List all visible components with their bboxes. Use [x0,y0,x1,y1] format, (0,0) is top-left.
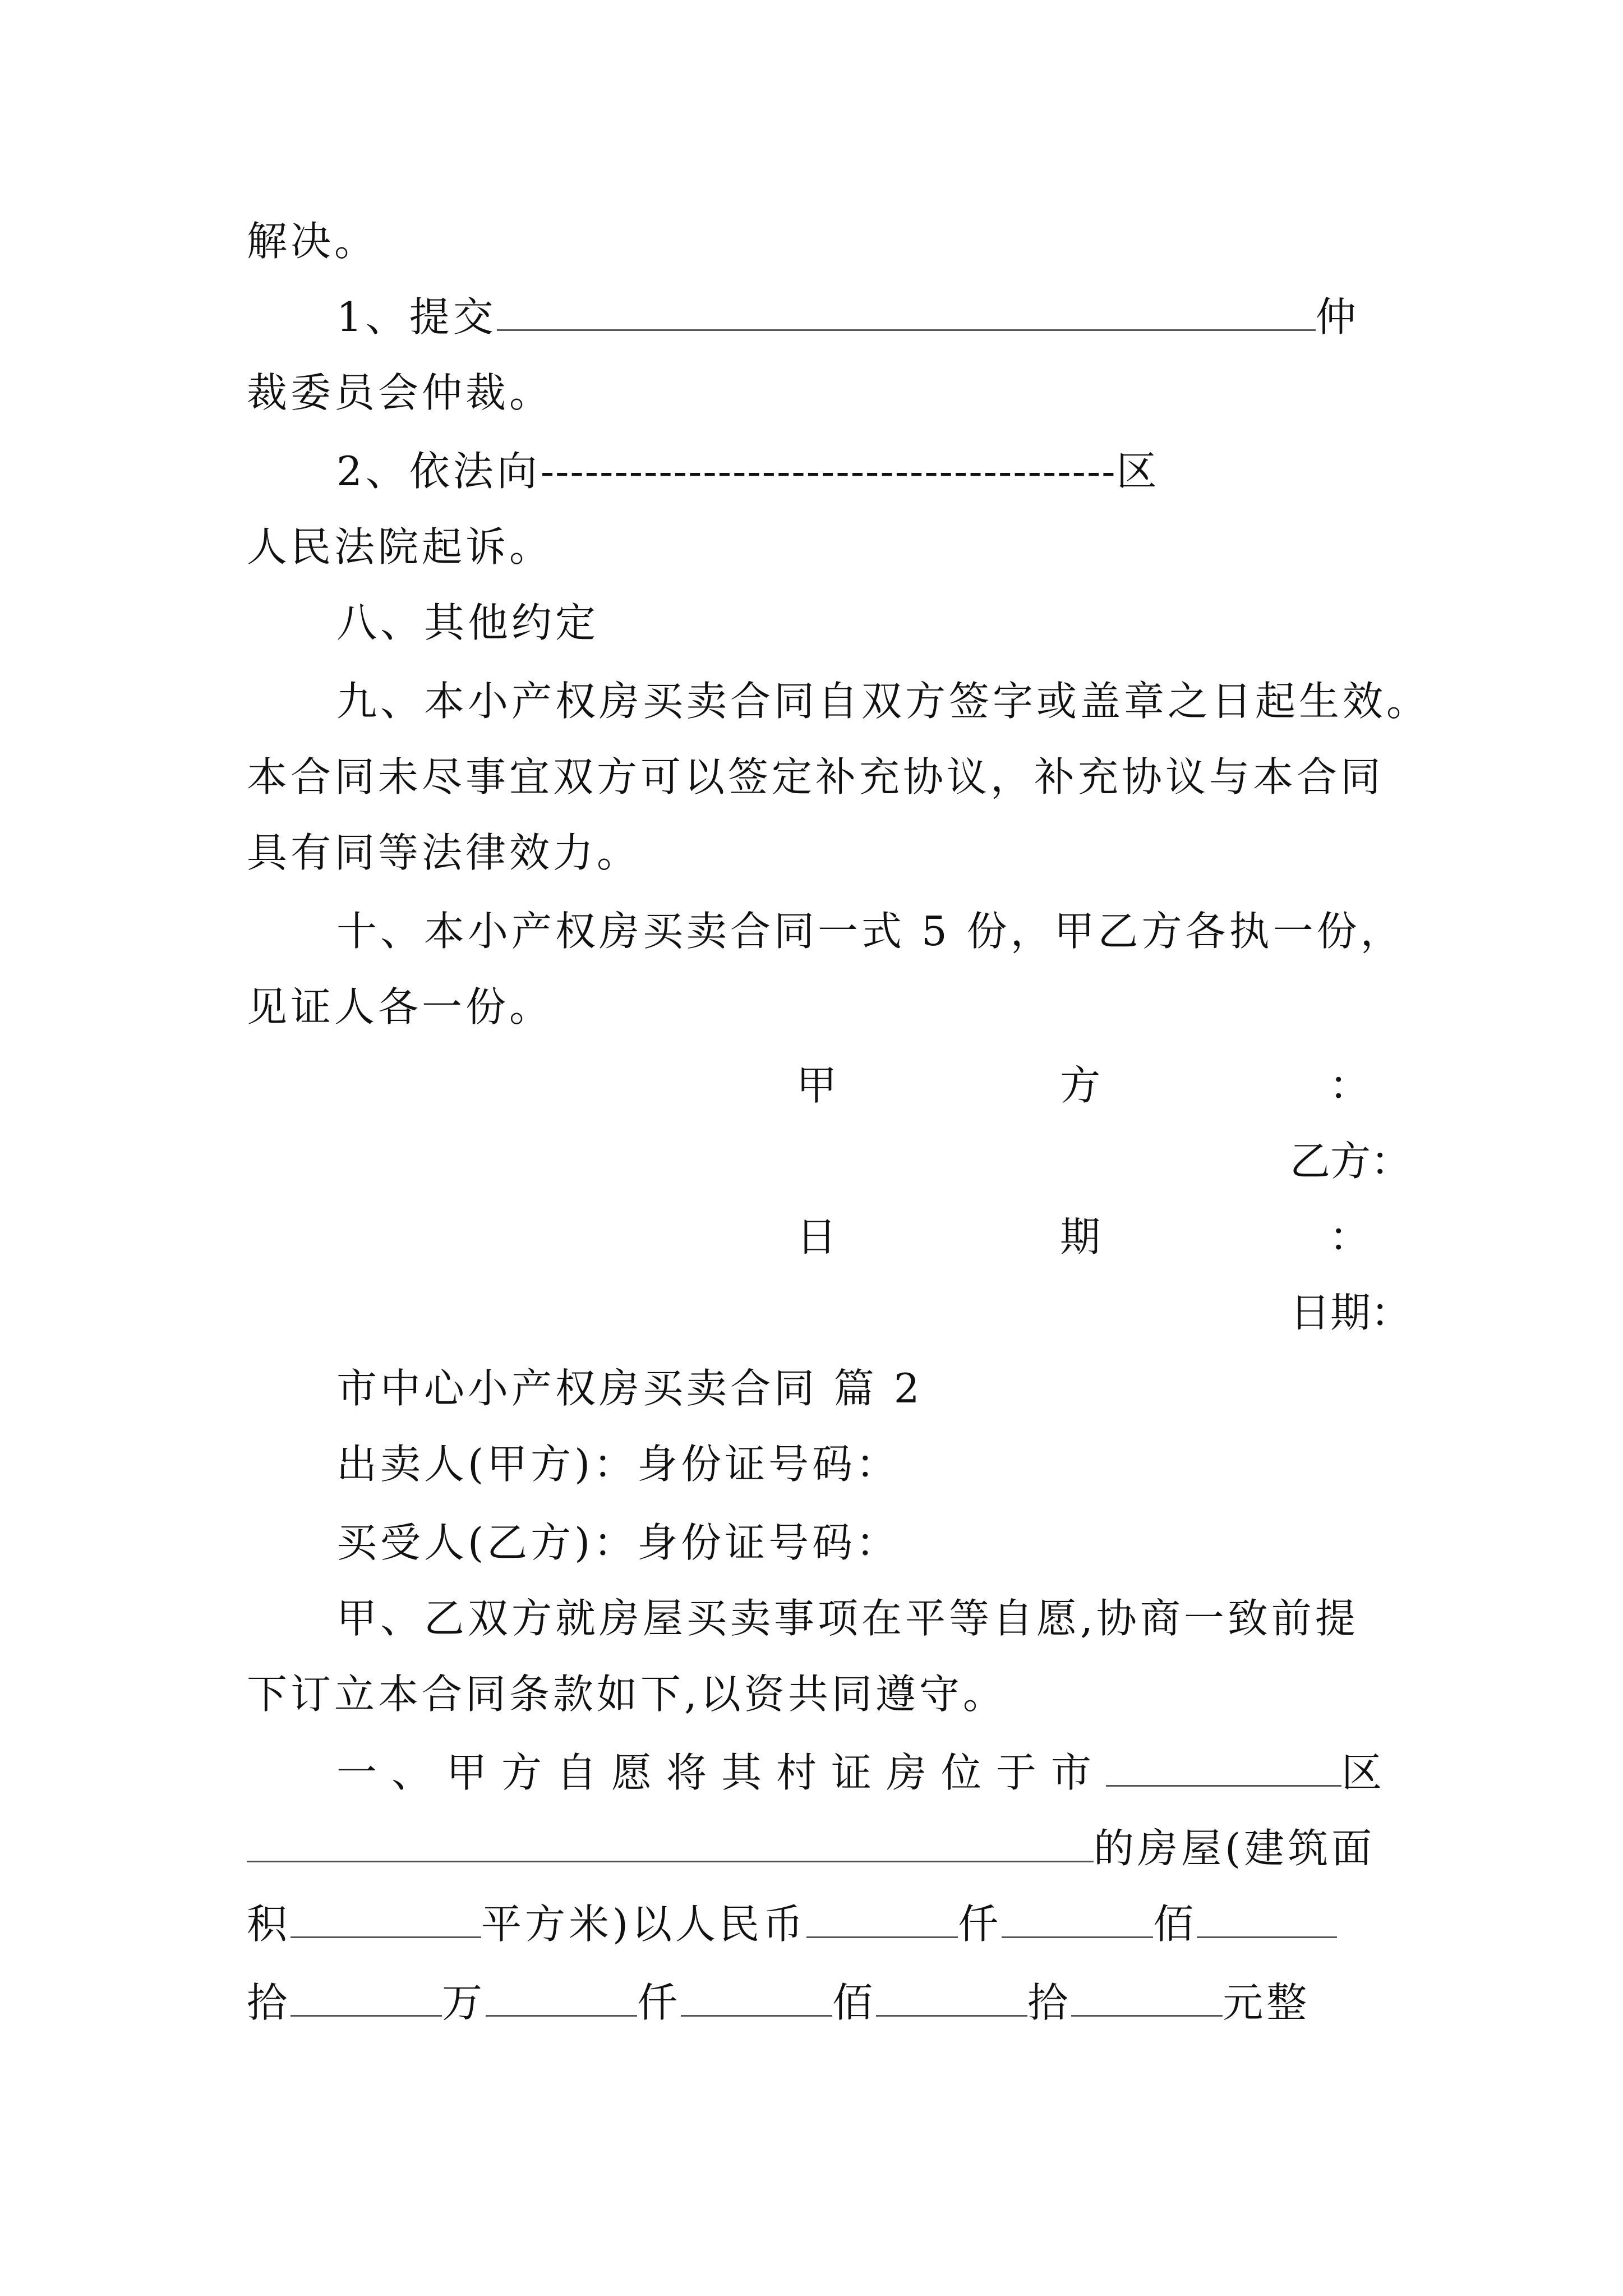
text: 十、本小产权房买卖合同一式 5 份，甲乙方各执一份， [336,908,1404,955]
clause-line [247,1975,1391,2031]
text: 积 [247,1901,291,1948]
fill-blank [247,1826,1094,1862]
signature-label: 甲 [796,1062,837,1109]
paragraph-line [247,213,1391,269]
fill-blank [1071,1980,1223,2017]
text: 见证人各一份。 [247,983,554,1030]
fill-blank [1106,1750,1341,1787]
paragraph-line [247,1666,1391,1722]
text: 平方米)以人民币 [481,1901,807,1948]
text: 仲 [1315,293,1359,341]
date-label: 日 [796,1213,837,1260]
clause-line [247,1896,1391,1952]
fill-blank [291,1980,442,2017]
signature-label: 乙方： [1290,1138,1412,1185]
paragraph-line [247,979,1391,1035]
text: 具有同等法律效力。 [247,829,641,876]
text: 一、甲方自愿将其村证房位于市 [336,1749,1106,1796]
fill-blank [486,1980,637,2017]
fill-blank [806,1902,958,1938]
text: 仟 [637,1979,681,2026]
text: 本合同未尽事宜双方可以签定补充协议，补充协议与本合同 [247,753,1385,800]
text: 人民法院起诉。 [247,523,554,570]
paragraph-line [247,749,1391,805]
party-line [336,1436,1391,1492]
fill-blank [497,295,1316,331]
paragraph-line [336,673,1431,729]
paragraph-line [247,365,1391,421]
text: 拾 [247,1979,291,2026]
clause-line [336,289,1391,345]
text: 佰 [832,1979,877,2026]
text: 市中心小产权房买卖合同 篇 2 [336,1365,923,1412]
text: 2、依法向 [336,448,541,495]
text: 的房屋(建筑面 [1094,1825,1376,1872]
clause-line [336,1745,1397,1801]
text: 买受人(乙方)：身份证号码： [336,1519,900,1566]
text: 佰 [1153,1901,1197,1948]
dash-blank: --------------------------------------- [540,448,1117,495]
section-title [336,1360,1391,1416]
fill-blank [1197,1902,1337,1938]
fill-blank [681,1980,832,2017]
text: 仟 [958,1901,1002,1948]
date-label: 日期： [1290,1289,1412,1336]
signature-colon: ： [1329,1062,1370,1109]
date-label: 期 [1060,1213,1101,1260]
paragraph-line [336,1590,1391,1646]
text: 元整 [1223,1979,1311,2026]
text: 1、提交 [336,293,497,341]
text: 解决。 [247,218,379,265]
text: 区 [1341,1749,1397,1796]
text: 下订立本合同条款如下,以资共同遵守。 [247,1671,1007,1718]
fill-blank [1002,1902,1153,1938]
clause-line [247,1820,1391,1876]
text: 甲、乙双方就房屋买卖事项在平等自愿,协商一致前提 [336,1595,1359,1642]
date-colon: ： [1329,1213,1370,1260]
party-line [336,1515,1391,1571]
text: 万 [442,1979,486,2026]
text: 八、其他约定 [336,599,600,646]
paragraph-line [247,519,1391,575]
signature-label: 方 [1060,1062,1101,1109]
fill-blank [291,1902,481,1938]
text: 裁委员会仲裁。 [247,369,554,416]
text: 出卖人(甲方)：身份证号码： [336,1441,900,1488]
text: 九、本小产权房买卖合同自双方签字或盖章之日起生效。 [336,678,1431,725]
text: 区 [1116,448,1160,495]
paragraph-line [336,903,1404,959]
heading-line [336,595,1391,651]
fill-blank [876,1980,1027,2017]
clause-line [336,443,1391,499]
paragraph-line [247,825,1391,881]
text: 拾 [1027,1979,1072,2026]
